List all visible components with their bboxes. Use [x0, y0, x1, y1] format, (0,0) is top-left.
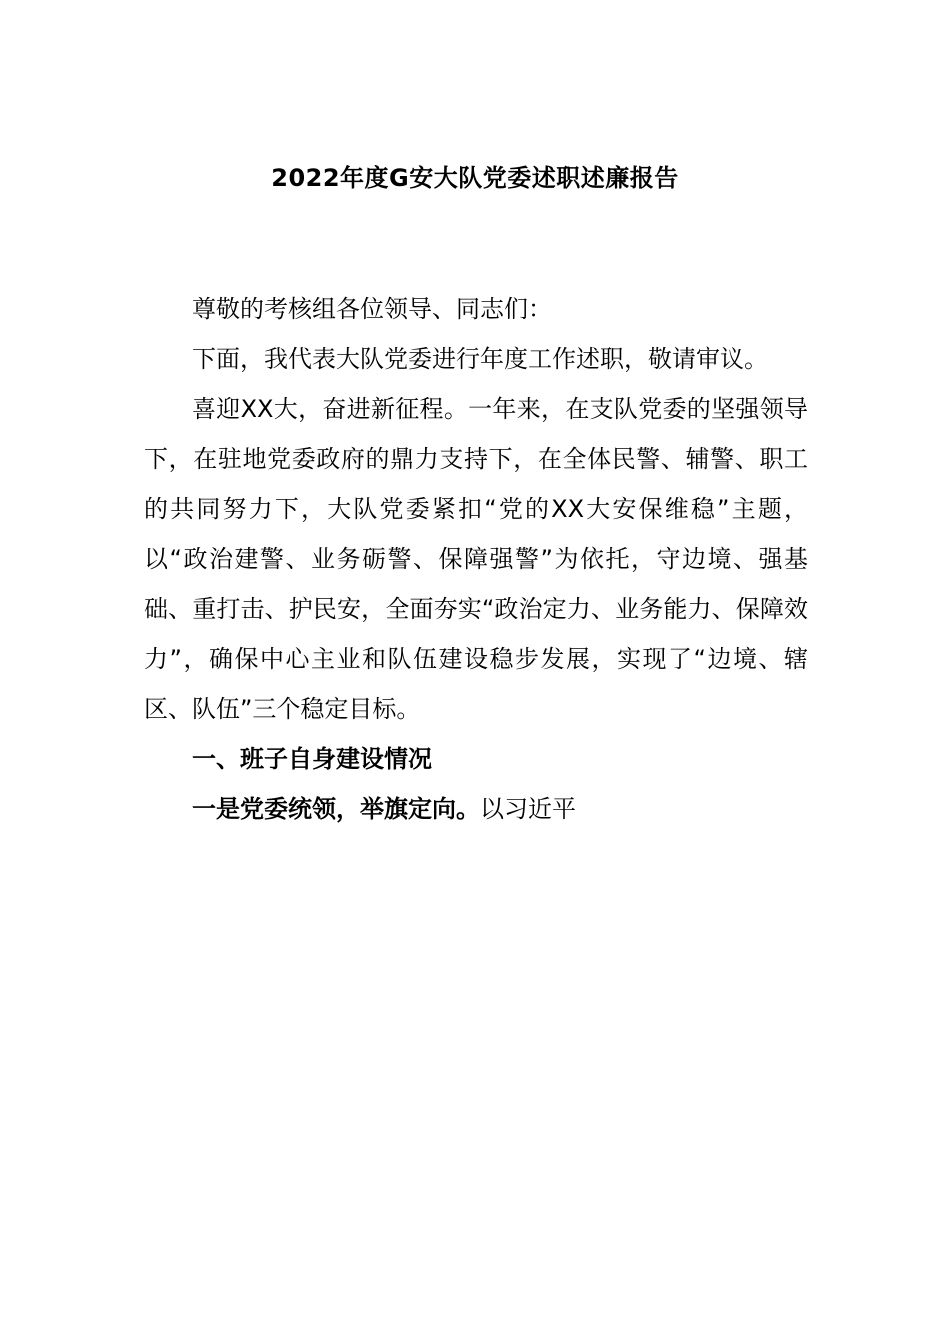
document-body — [144, 284, 808, 834]
body-paragraph-1: 喜迎XX大，奋进新征程。一年来，在支队党委的坚强领导下，在驻地党委政府的鼎力支持下，在全体民警、辅警、职工的共同努力下，大队党委紧扣“党的XX大安保维稳”主题，以“政治建警、业务砺警、保障强警”为依托，守边境、强基础、重打击、护民安，全面夯实“政治定力、业务能力、保障效力”，确保中心主业和队伍建设稳步发展，实现了“边境、辖区、队伍”三个稳定目标。 — [144, 395, 808, 723]
greeting-line: 尊敬的考核组各位领导、同志们： — [192, 295, 552, 323]
document-title: 2022年度G安大队党委述职述廉报告 — [271, 164, 679, 192]
intro-paragraph: 下面，我代表大队党委进行年度工作述职，敬请审议。 — [192, 345, 768, 373]
point-paragraph-1 — [144, 784, 808, 834]
point-lead-1: 一是党委统领，举旗定向。 — [192, 795, 480, 823]
section-heading-1: 一、班子自身建设情况 — [192, 745, 432, 773]
point-text-1: 以习近平 — [480, 795, 576, 823]
